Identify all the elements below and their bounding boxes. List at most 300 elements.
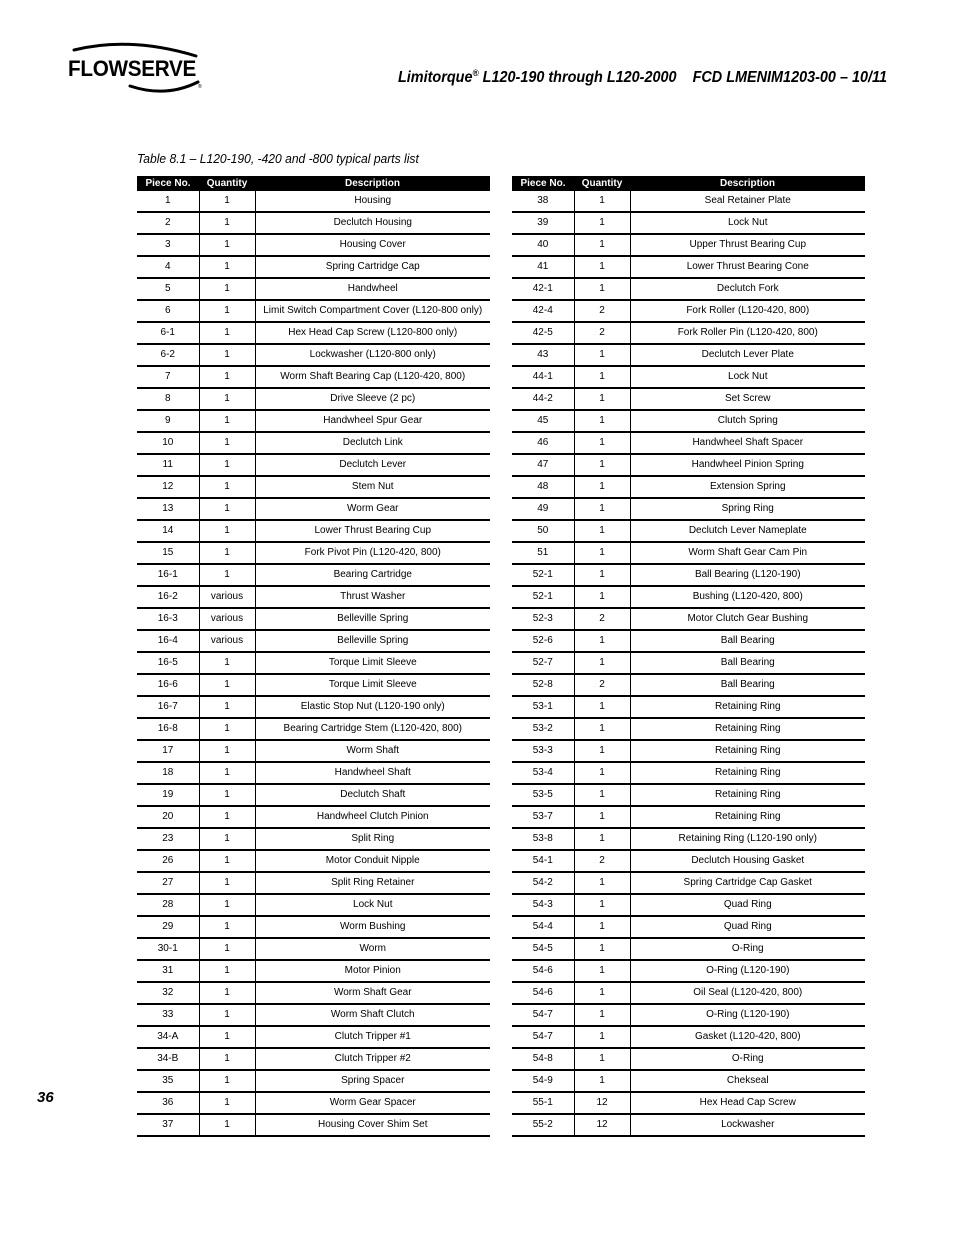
cell-piece-no: 15 <box>137 542 199 564</box>
table-row <box>512 520 865 542</box>
cell-quantity: 1 <box>574 938 630 960</box>
cell-piece-no: 54-4 <box>512 916 574 938</box>
cell-quantity: 1 <box>199 894 255 916</box>
cell-description: Quad Ring <box>630 916 865 938</box>
table-row <box>137 674 490 696</box>
cell-description: Declutch Shaft <box>255 784 490 806</box>
cell-piece-no: 35 <box>137 1070 199 1092</box>
table-row <box>512 850 865 872</box>
cell-piece-no: 16-5 <box>137 652 199 674</box>
cell-description: Retaining Ring <box>630 806 865 828</box>
cell-quantity: 1 <box>574 806 630 828</box>
cell-piece-no: 18 <box>137 762 199 784</box>
cell-quantity: 1 <box>199 322 255 344</box>
table-row <box>512 256 865 278</box>
cell-quantity: 1 <box>199 564 255 586</box>
cell-piece-no: 17 <box>137 740 199 762</box>
cell-quantity: 1 <box>574 652 630 674</box>
cell-quantity: 1 <box>574 586 630 608</box>
cell-description: Motor Clutch Gear Bushing <box>630 608 865 630</box>
column-header-piece-no: Piece No. <box>512 176 574 191</box>
cell-description: Lock Nut <box>255 894 490 916</box>
table-row <box>137 1048 490 1070</box>
table-row <box>512 542 865 564</box>
table-row <box>512 960 865 982</box>
table-row <box>512 1092 865 1114</box>
cell-quantity: 1 <box>574 762 630 784</box>
cell-piece-no: 6-1 <box>137 322 199 344</box>
table-row <box>137 191 490 212</box>
cell-quantity: various <box>199 608 255 630</box>
cell-quantity: 1 <box>574 520 630 542</box>
table-row <box>512 344 865 366</box>
cell-description: Belleville Spring <box>255 608 490 630</box>
cell-piece-no: 6 <box>137 300 199 322</box>
table-row <box>512 1026 865 1048</box>
cell-description: Bushing (L120-420, 800) <box>630 586 865 608</box>
cell-piece-no: 16-2 <box>137 586 199 608</box>
cell-piece-no: 26 <box>137 850 199 872</box>
cell-description: Worm Shaft Bearing Cap (L120-420, 800) <box>255 366 490 388</box>
cell-quantity: 1 <box>199 300 255 322</box>
table-row <box>512 696 865 718</box>
cell-quantity: 1 <box>574 191 630 212</box>
table-header-row <box>512 176 865 191</box>
cell-description: Retaining Ring <box>630 762 865 784</box>
cell-quantity: 12 <box>574 1092 630 1114</box>
cell-quantity: 2 <box>574 322 630 344</box>
cell-piece-no: 31 <box>137 960 199 982</box>
table-row <box>512 806 865 828</box>
column-header-quantity: Quantity <box>199 176 255 191</box>
table-row <box>137 850 490 872</box>
cell-description: Retaining Ring (L120-190 only) <box>630 828 865 850</box>
cell-piece-no: 42-4 <box>512 300 574 322</box>
table-row <box>137 542 490 564</box>
cell-quantity: 1 <box>199 212 255 234</box>
table-row <box>137 410 490 432</box>
table-row <box>137 366 490 388</box>
table-row <box>512 1114 865 1136</box>
cell-quantity: 1 <box>574 1070 630 1092</box>
cell-quantity: 1 <box>199 542 255 564</box>
table-row <box>137 388 490 410</box>
table-row <box>137 1026 490 1048</box>
cell-piece-no: 54-5 <box>512 938 574 960</box>
table-row <box>512 1004 865 1026</box>
logo-swoosh-icon <box>68 42 208 94</box>
cell-description: Lockwasher <box>630 1114 865 1136</box>
cell-piece-no: 32 <box>137 982 199 1004</box>
cell-quantity: 1 <box>199 344 255 366</box>
table-row <box>137 630 490 652</box>
cell-quantity: 1 <box>199 718 255 740</box>
cell-quantity: 1 <box>574 212 630 234</box>
cell-quantity: 1 <box>199 234 255 256</box>
cell-description: Spring Spacer <box>255 1070 490 1092</box>
cell-quantity: 1 <box>199 366 255 388</box>
cell-description: Quad Ring <box>630 894 865 916</box>
cell-description: Clutch Tripper #2 <box>255 1048 490 1070</box>
table-row <box>137 432 490 454</box>
cell-description: Retaining Ring <box>630 696 865 718</box>
cell-description: Spring Ring <box>630 498 865 520</box>
cell-piece-no: 16-7 <box>137 696 199 718</box>
column-header-piece-no: Piece No. <box>137 176 199 191</box>
cell-description: Limit Switch Compartment Cover (L120-800 only) <box>255 300 490 322</box>
cell-description: Spring Cartridge Cap Gasket <box>630 872 865 894</box>
cell-description: Worm Gear <box>255 498 490 520</box>
cell-piece-no: 53-2 <box>512 718 574 740</box>
cell-quantity: 1 <box>199 784 255 806</box>
cell-description: Clutch Tripper #1 <box>255 1026 490 1048</box>
cell-description: Retaining Ring <box>630 784 865 806</box>
table-row <box>137 586 490 608</box>
cell-piece-no: 20 <box>137 806 199 828</box>
cell-quantity: 1 <box>574 1048 630 1070</box>
cell-piece-no: 8 <box>137 388 199 410</box>
cell-quantity: 2 <box>574 300 630 322</box>
cell-description: Retaining Ring <box>630 740 865 762</box>
cell-description: Bearing Cartridge <box>255 564 490 586</box>
cell-piece-no: 52-3 <box>512 608 574 630</box>
header-registered-mark: ® <box>472 68 479 78</box>
cell-description: Drive Sleeve (2 pc) <box>255 388 490 410</box>
cell-description: Handwheel <box>255 278 490 300</box>
cell-description: Fork Pivot Pin (L120-420, 800) <box>255 542 490 564</box>
cell-description: Housing Cover Shim Set <box>255 1114 490 1136</box>
table-row <box>137 806 490 828</box>
cell-piece-no: 40 <box>512 234 574 256</box>
cell-quantity: 1 <box>199 191 255 212</box>
cell-piece-no: 1 <box>137 191 199 212</box>
cell-description: Gasket (L120-420, 800) <box>630 1026 865 1048</box>
cell-quantity: 1 <box>199 520 255 542</box>
cell-quantity: 1 <box>574 784 630 806</box>
cell-description: Belleville Spring <box>255 630 490 652</box>
cell-description: Worm Shaft Gear <box>255 982 490 1004</box>
table-row <box>137 982 490 1004</box>
cell-quantity: 1 <box>574 234 630 256</box>
table-row <box>512 454 865 476</box>
cell-piece-no: 19 <box>137 784 199 806</box>
cell-piece-no: 54-1 <box>512 850 574 872</box>
cell-quantity: 12 <box>574 1114 630 1136</box>
cell-quantity: 1 <box>199 740 255 762</box>
cell-quantity: 2 <box>574 608 630 630</box>
cell-piece-no: 43 <box>512 344 574 366</box>
cell-piece-no: 55-1 <box>512 1092 574 1114</box>
table-row <box>137 916 490 938</box>
cell-description: O-Ring <box>630 938 865 960</box>
cell-quantity: 1 <box>199 256 255 278</box>
cell-description: Ball Bearing <box>630 674 865 696</box>
table-row <box>137 652 490 674</box>
cell-quantity: 1 <box>199 388 255 410</box>
table-row <box>137 476 490 498</box>
column-header-description: Description <box>255 176 490 191</box>
table-row <box>137 872 490 894</box>
cell-description: Worm Bushing <box>255 916 490 938</box>
table-row <box>512 564 865 586</box>
table-row <box>512 191 865 212</box>
cell-quantity: 1 <box>574 872 630 894</box>
table-row <box>512 388 865 410</box>
cell-description: Worm Shaft Gear Cam Pin <box>630 542 865 564</box>
table-row <box>137 520 490 542</box>
table-row <box>137 344 490 366</box>
cell-piece-no: 52-6 <box>512 630 574 652</box>
cell-piece-no: 54-7 <box>512 1004 574 1026</box>
cell-quantity: 1 <box>574 740 630 762</box>
cell-piece-no: 52-1 <box>512 564 574 586</box>
header-model-and-doc-code: L120-190 through L120-2000 FCD LMENIM1203-00 – 10/11 <box>478 69 887 86</box>
cell-piece-no: 53-8 <box>512 828 574 850</box>
table-row <box>512 1070 865 1092</box>
cell-description: Declutch Housing Gasket <box>630 850 865 872</box>
cell-description: Split Ring <box>255 828 490 850</box>
cell-description: Motor Pinion <box>255 960 490 982</box>
cell-quantity: 1 <box>574 916 630 938</box>
cell-piece-no: 28 <box>137 894 199 916</box>
parts-table-right-body <box>512 191 865 1136</box>
cell-piece-no: 44-1 <box>512 366 574 388</box>
table-header-row <box>137 176 490 191</box>
cell-description: Handwheel Shaft <box>255 762 490 784</box>
cell-quantity: 1 <box>199 916 255 938</box>
cell-piece-no: 54-8 <box>512 1048 574 1070</box>
cell-piece-no: 42-1 <box>512 278 574 300</box>
cell-piece-no: 16-8 <box>137 718 199 740</box>
table-row <box>512 498 865 520</box>
cell-piece-no: 6-2 <box>137 344 199 366</box>
cell-description: Split Ring Retainer <box>255 872 490 894</box>
table-row <box>137 894 490 916</box>
table-row <box>512 718 865 740</box>
cell-description: Handwheel Shaft Spacer <box>630 432 865 454</box>
table-row <box>512 894 865 916</box>
cell-quantity: 1 <box>574 366 630 388</box>
cell-piece-no: 42-5 <box>512 322 574 344</box>
cell-quantity: 1 <box>199 498 255 520</box>
table-row <box>512 300 865 322</box>
page-number: 36 <box>37 1089 54 1106</box>
table-row <box>512 322 865 344</box>
cell-piece-no: 46 <box>512 432 574 454</box>
cell-description: Extension Spring <box>630 476 865 498</box>
table-row <box>137 828 490 850</box>
cell-piece-no: 53-3 <box>512 740 574 762</box>
table-row <box>512 278 865 300</box>
cell-description: O-Ring (L120-190) <box>630 960 865 982</box>
cell-piece-no: 16-3 <box>137 608 199 630</box>
cell-description: Declutch Lever <box>255 454 490 476</box>
cell-piece-no: 9 <box>137 410 199 432</box>
table-row <box>137 564 490 586</box>
cell-description: Lockwasher (L120-800 only) <box>255 344 490 366</box>
table-row <box>512 674 865 696</box>
table-row <box>512 212 865 234</box>
table-row <box>512 828 865 850</box>
cell-piece-no: 51 <box>512 542 574 564</box>
cell-quantity: 1 <box>199 652 255 674</box>
cell-quantity: 1 <box>199 410 255 432</box>
cell-piece-no: 54-3 <box>512 894 574 916</box>
cell-quantity: 1 <box>574 564 630 586</box>
cell-quantity: 1 <box>199 1004 255 1026</box>
cell-quantity: 1 <box>199 762 255 784</box>
table-row <box>512 1048 865 1070</box>
table-row <box>512 872 865 894</box>
cell-quantity: 1 <box>574 432 630 454</box>
cell-quantity: 1 <box>199 982 255 1004</box>
table-row <box>137 498 490 520</box>
cell-description: Housing <box>255 191 490 212</box>
cell-piece-no: 30-1 <box>137 938 199 960</box>
cell-description: O-Ring (L120-190) <box>630 1004 865 1026</box>
cell-quantity: 1 <box>199 696 255 718</box>
cell-quantity: 1 <box>574 498 630 520</box>
table-row <box>137 322 490 344</box>
cell-piece-no: 53-1 <box>512 696 574 718</box>
cell-description: Lock Nut <box>630 366 865 388</box>
cell-description: Housing Cover <box>255 234 490 256</box>
cell-description: Spring Cartridge Cap <box>255 256 490 278</box>
cell-description: Handwheel Clutch Pinion <box>255 806 490 828</box>
cell-piece-no: 10 <box>137 432 199 454</box>
cell-quantity: 1 <box>574 982 630 1004</box>
table-row <box>512 916 865 938</box>
cell-description: Stem Nut <box>255 476 490 498</box>
table-row <box>137 762 490 784</box>
cell-piece-no: 29 <box>137 916 199 938</box>
cell-description: Lock Nut <box>630 212 865 234</box>
cell-description: Fork Roller Pin (L120-420, 800) <box>630 322 865 344</box>
cell-quantity: 1 <box>199 476 255 498</box>
cell-quantity: 1 <box>199 960 255 982</box>
cell-piece-no: 16-6 <box>137 674 199 696</box>
cell-quantity: 1 <box>574 256 630 278</box>
cell-piece-no: 47 <box>512 454 574 476</box>
table-row <box>512 762 865 784</box>
cell-quantity: 1 <box>199 850 255 872</box>
cell-quantity: 1 <box>574 1026 630 1048</box>
cell-piece-no: 34-A <box>137 1026 199 1048</box>
table-row <box>137 1114 490 1136</box>
cell-description: Torque Limit Sleeve <box>255 652 490 674</box>
cell-piece-no: 38 <box>512 191 574 212</box>
cell-quantity: 1 <box>574 454 630 476</box>
table-row <box>137 234 490 256</box>
document-header-title <box>398 63 887 86</box>
table-row <box>512 784 865 806</box>
cell-quantity: 1 <box>199 1114 255 1136</box>
table-row <box>137 1070 490 1092</box>
cell-description: Worm Gear Spacer <box>255 1092 490 1114</box>
cell-piece-no: 53-5 <box>512 784 574 806</box>
cell-quantity: 1 <box>574 696 630 718</box>
cell-quantity: 1 <box>199 1048 255 1070</box>
cell-piece-no: 2 <box>137 212 199 234</box>
cell-description: Lower Thrust Bearing Cup <box>255 520 490 542</box>
cell-piece-no: 54-6 <box>512 960 574 982</box>
cell-quantity: 1 <box>199 806 255 828</box>
table-row <box>512 234 865 256</box>
cell-piece-no: 33 <box>137 1004 199 1026</box>
table-row <box>512 982 865 1004</box>
table-row <box>512 410 865 432</box>
cell-quantity: 1 <box>574 718 630 740</box>
cell-quantity: 1 <box>574 960 630 982</box>
cell-piece-no: 36 <box>137 1092 199 1114</box>
cell-piece-no: 45 <box>512 410 574 432</box>
cell-piece-no: 41 <box>512 256 574 278</box>
cell-quantity: 1 <box>574 630 630 652</box>
table-row <box>137 784 490 806</box>
cell-piece-no: 14 <box>137 520 199 542</box>
table-row <box>137 300 490 322</box>
cell-description: Torque Limit Sleeve <box>255 674 490 696</box>
cell-quantity: 1 <box>574 278 630 300</box>
table-row <box>137 608 490 630</box>
cell-description: Worm Shaft <box>255 740 490 762</box>
cell-description: Oil Seal (L120-420, 800) <box>630 982 865 1004</box>
cell-description: Worm Shaft Clutch <box>255 1004 490 1026</box>
table-row <box>512 432 865 454</box>
cell-piece-no: 4 <box>137 256 199 278</box>
cell-piece-no: 53-7 <box>512 806 574 828</box>
cell-description: Declutch Lever Nameplate <box>630 520 865 542</box>
cell-quantity: 2 <box>574 850 630 872</box>
cell-piece-no: 11 <box>137 454 199 476</box>
cell-piece-no: 49 <box>512 498 574 520</box>
cell-description: Declutch Housing <box>255 212 490 234</box>
table-row <box>137 740 490 762</box>
cell-quantity: 1 <box>199 938 255 960</box>
cell-piece-no: 16-1 <box>137 564 199 586</box>
cell-piece-no: 52-8 <box>512 674 574 696</box>
cell-quantity: 1 <box>574 388 630 410</box>
logo-wordmark: FLOWSERVE <box>68 56 197 81</box>
cell-quantity: 1 <box>199 1026 255 1048</box>
cell-quantity: 1 <box>199 828 255 850</box>
cell-quantity: 1 <box>574 344 630 366</box>
cell-piece-no: 23 <box>137 828 199 850</box>
cell-quantity: 1 <box>574 476 630 498</box>
cell-description: Seal Retainer Plate <box>630 191 865 212</box>
cell-description: Ball Bearing <box>630 630 865 652</box>
cell-description: Chekseal <box>630 1070 865 1092</box>
cell-description: Hex Head Cap Screw <box>630 1092 865 1114</box>
cell-quantity: 1 <box>574 410 630 432</box>
table-row <box>512 476 865 498</box>
cell-quantity: 1 <box>199 432 255 454</box>
cell-description: Ball Bearing (L120-190) <box>630 564 865 586</box>
cell-piece-no: 50 <box>512 520 574 542</box>
cell-description: Clutch Spring <box>630 410 865 432</box>
cell-quantity: various <box>199 630 255 652</box>
cell-piece-no: 13 <box>137 498 199 520</box>
cell-piece-no: 48 <box>512 476 574 498</box>
cell-quantity: 1 <box>199 278 255 300</box>
cell-description: Declutch Fork <box>630 278 865 300</box>
cell-quantity: 1 <box>199 674 255 696</box>
cell-quantity: 1 <box>574 1004 630 1026</box>
table-row <box>137 696 490 718</box>
cell-description: O-Ring <box>630 1048 865 1070</box>
table-row <box>512 740 865 762</box>
cell-piece-no: 54-2 <box>512 872 574 894</box>
